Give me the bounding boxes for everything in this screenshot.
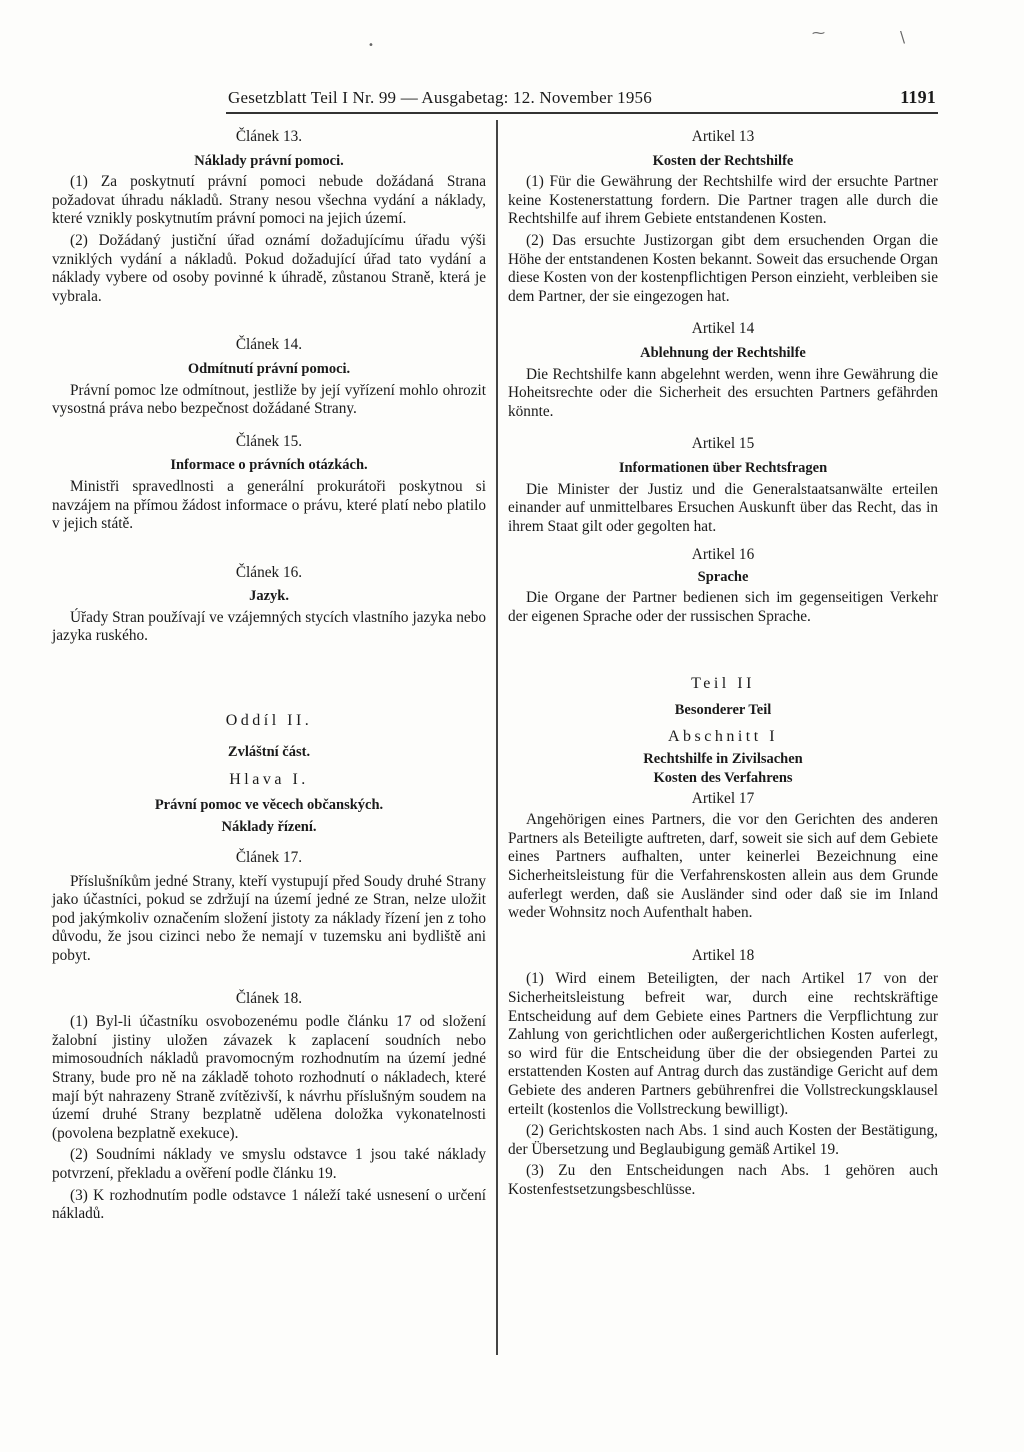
scan-mark: \ (900, 28, 906, 46)
paragraph: (1) Byl-li účastníku osvobozenému podle článku 17 od složení žalobní jistiny uložen závazek k zaplacení soudních nebo mimosoudních nákladů pravomocným rozhodnutím na území jedné Strany, bude pro ně na základě tohoto rozhodnutí o nákladech, které mají být nahrazeny Straně zvítězivší, k návrhu příslušným soudem na území druhé Strany bezplatně udělena doložka vykonatelnosti (povolena bezplatně exekuce). (52, 1013, 486, 1142)
article-heading: Artikel 16 (691, 546, 755, 564)
article-16-cz (52, 564, 486, 646)
article-17-cz (52, 849, 486, 966)
paragraph: Angehörigen eines Partners, die vor den Gerichten des anderen Partners als Beteiligte auftreten, darf, soweit sie sich auf dem Gebiete eines Partners aufhalten, unter keinerlei Bezeichnung eine Sicherheitsleistung für die Verfahrenskosten allein aus dem Grunde auferlegt werden, daß sie Ausländer sind oder daß sie im Inland weder Wohnsitz noch Aufenthalt haben. (508, 811, 938, 922)
chapter-label: Abschnitt I (667, 727, 779, 745)
article-13-cz (52, 128, 486, 306)
article-heading: Artikel 15 (691, 435, 755, 453)
article-heading: Článek 18. (235, 989, 303, 1007)
paragraph: (3) Zu den Entscheidungen nach Abs. 1 gehören auch Kostenfestsetzungsbeschlüsse. (508, 1162, 938, 1198)
article-title: Ablehnung der Rechtshilfe (640, 344, 806, 361)
article-heading: Článek 14. (235, 336, 303, 354)
part-title: Besonderer Teil (674, 702, 772, 719)
paragraph: (1) Für die Gewährung der Rechtshilfe wird der ersuchte Partner keine Kostenerstattung fordern. Die Partner tragen alle durch die Rechtshilfe auf ihrem Gebiete entstandenen Kosten. (508, 173, 938, 228)
article-heading: Artikel 17 (691, 789, 755, 807)
part-title: Zvláštní část. (227, 743, 311, 760)
article-heading: Článek 16. (235, 563, 303, 581)
article-title: Jazyk. (249, 588, 289, 605)
page-header (228, 88, 936, 112)
paragraph: Úřady Stran používají ve vzájemných stycích vlastního jazyka nebo jazyka ruského. (52, 608, 486, 645)
header-rule (226, 112, 938, 114)
article-15-de (508, 435, 938, 536)
article-18-de (508, 947, 938, 1200)
chapter-label: Hlava I. (229, 771, 309, 789)
article-16-de (508, 546, 938, 626)
chapter-title: Právní pomoc ve věcech občanských. (154, 796, 384, 813)
paragraph: (1) Wird einem Beteiligten, der nach Artikel 17 von der Sicherheitsleistung befreit war, durch eine rechtskräftige Entscheidung auf dem Gebiete eines Partners die Verpflichtung zur Zahlung von gerichtlichen oder außergerichtlichen Kosten auferlegt, so wird für die Entscheidung über die der obsiegenden Partei zu erstattenden Kosten auf Antrag durch das zuständige Gericht auf dem Gebiete des anderen Partners gebührenfrei die Vollstreckungsklausel erteilt (kostenlos die Vollstreckung bewilligt). (508, 970, 938, 1118)
article-heading: Článek 15. (235, 432, 303, 450)
page-number: 1191 (900, 87, 936, 107)
article-title: Odmítnutí právní pomoci. (187, 360, 351, 377)
article-18-cz (52, 990, 486, 1224)
german-column (508, 128, 938, 1200)
article-14-de (508, 320, 938, 421)
czech-column (52, 128, 486, 1224)
part-label: Oddíl II. (225, 712, 313, 730)
scan-dot: • (368, 40, 374, 51)
paragraph: (3) K rozhodnutím podle odstavce 1 náleží také usnesení o určení nákladů. (52, 1186, 486, 1223)
paragraph: (2) Das ersuchte Justizorgan gibt dem ersuchenden Organ die Höhe der entstandenen Kosten bekannt. Soweit das ersuchende Organ diese Kosten von der kostenpflichtigen Person einzieht, verbleiben sie dem Partner, der sie eingezogen hat. (508, 231, 938, 305)
article-title: Kosten der Rechtshilfe (652, 152, 794, 169)
paragraph: Die Minister der Justiz und die Generalstaatsanwälte erteilen einander auf unmittelbares Ersuchen Auskunft über das Recht, das in ihrem Staat gilt oder gegolten hat. (508, 480, 938, 535)
article-title: Sprache (697, 568, 749, 585)
column-divider (496, 120, 498, 1355)
gazette-title: Gesetzblatt Teil I Nr. 99 — Ausgabetag: 12. November 1956 (228, 88, 652, 107)
article-14-cz (52, 336, 486, 418)
part-label: Teil II (691, 674, 755, 692)
article-heading: Článek 13. (235, 128, 303, 145)
article-title: Náklady právní pomoci. (194, 152, 344, 169)
part-heading-cz (52, 712, 486, 837)
paragraph: (2) Gerichtskosten nach Abs. 1 sind auch Kosten der Bestätigung, der Übersetzung und Beglaubigung gemäß Artikel 19. (508, 1122, 938, 1158)
paragraph: (1) Za poskytnutí právní pomoci nebude dožádaná Strana požadovat úhradu nákladů. Strany nesou všechna vydání a náklady, které vznikly poskytnutím právní pomoci na jejich území. (52, 173, 486, 228)
paragraph: (2) Soudními náklady ve smyslu odstavce 1 jsou také náklady potvrzení, překladu a ověření podle článku 19. (52, 1146, 486, 1182)
scan-mark: ⁓ (812, 26, 825, 41)
chapter-subtitle: Náklady řízení. (221, 819, 317, 836)
article-15-cz (52, 433, 486, 534)
paragraph: Die Rechtshilfe kann abgelehnt werden, wenn ihre Gewährung die Hoheitsrechte oder die Sicherheit des ersuchten Partners gefährden könnte. (508, 365, 938, 420)
chapter-title: Rechtshilfe in Zivilsachen (643, 751, 803, 768)
part-heading-de (508, 675, 938, 788)
article-13-de (508, 128, 938, 306)
paragraph: (2) Dožádaný justiční úřad oznámí dožadujícímu úřadu výši vzniklých vydání a nákladů. Pokud dožadující úřad tato vydání a náklady vybere od osoby povinné k úhradě, zůstanou Straně, která je vybrala. (52, 231, 486, 305)
paragraph: Příslušníkům jedné Strany, kteří vystupují před Soudy druhé Strany jako účastníci, pokud se zdržují na území jedné ze Stran, nelze uložit pod jakýmkoliv označením složení jistoty za náklady řízení jen z toho důvodu, že jsou cizinci nebo že nemají v tuzemsku ani bydliště ani pobyt. (52, 872, 486, 964)
paragraph: Die Organe der Partner bedienen sich im gegenseitigen Verkehr der eigenen Sprache oder der russischen Sprache. (508, 589, 938, 626)
chapter-subtitle: Kosten des Verfahrens (653, 770, 793, 787)
article-title: Informace o právních otázkách. (170, 457, 368, 474)
paragraph: Ministři spravedlnosti a generální prokurátoři poskytnou si navzájem na přímou žádost informace o právu, které platí nebo platilo v jejich státě. (52, 477, 486, 533)
article-17-de (508, 790, 938, 923)
article-heading: Artikel 14 (691, 320, 755, 338)
paragraph: Právní pomoc lze odmítnout, jestliže by její vyřízení mohlo ohrozit vysostná práva nebo bezpečnost dožádané Strany. (52, 381, 486, 418)
article-heading: Článek 17. (235, 849, 303, 867)
article-heading: Artikel 13 (691, 128, 755, 145)
article-heading: Artikel 18 (691, 946, 755, 964)
article-title: Informationen über Rechtsfragen (618, 459, 828, 476)
